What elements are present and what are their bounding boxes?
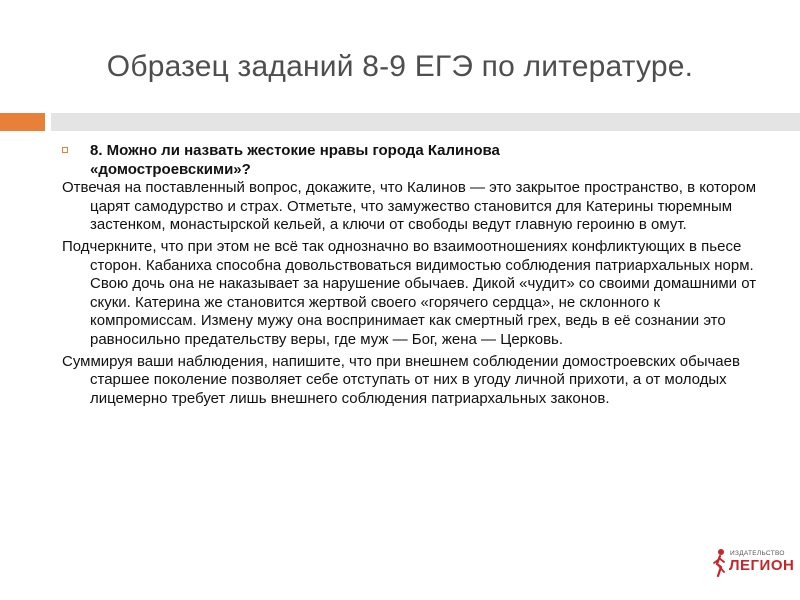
accent-bar-orange [0,113,45,131]
publisher-small-text: ИЗДАТЕЛЬСТВО [730,550,785,557]
question-line-2: «домостроевскими»? [90,160,251,178]
paragraph: Суммируя ваши наблюдения, напишите, что при внешнем соблюдении домостроевских обычаев старшее поколение позволяет себе отступать от них в угоду личной прихоти, а от молодых лицемерно требует лишь внешнего соблюдения патриархальных законов. [62,352,740,407]
slide-title: Образец заданий 8-9 ЕГЭ по литературе. [106,50,694,83]
runner-figure-icon [712,548,728,578]
slide-content [62,142,762,408]
question-heading [62,142,762,179]
paragraph: Отвечая на поставленный вопрос, докажите, что Калинов — это закрытое пространство, в котором царят самодурство и страх. Отметьте, что замужество становится для Катерины тюремным застенком, монастырской кельей, а ключи от свободы ведут главную героиню в омут. [62,179,757,234]
publisher-name: ЛЕГИОН [729,557,795,574]
square-bullet-icon [62,147,68,153]
question-line-1: 8. Можно ли назвать жестокие нравы города Калинова [90,142,500,159]
accent-bar-gray [51,113,800,131]
publisher-logo [712,548,795,578]
paragraph: Подчеркните, что при этом не всё так однозначно во взаимоотношениях конфликтующих в пьесе сторон. Кабаниха способна довольствоваться видимостью соблюдения патриархальных норм. Свою дочь она не наказывает за нарушение обычаев. Дикой «чудит» со своими домашними от скуки. Катерина же становится жертвой своего «горячего сердца», не склонного к компромиссам. Измену мужу она воспринимает как смертный грех, ведь в её сознании это равносильно предательству веры, где муж — Бог, жена — Церковь. [62,237,757,348]
